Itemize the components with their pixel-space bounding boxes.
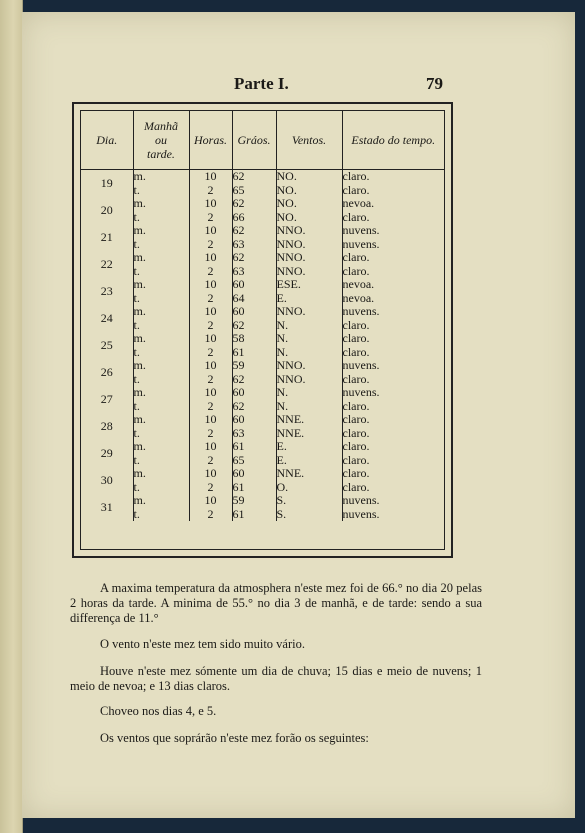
table-row <box>81 251 444 265</box>
degrees-cell: 64 <box>232 292 276 306</box>
degrees-cell: 63 <box>232 265 276 279</box>
wind-cell: NO. <box>276 211 342 225</box>
day-cell: 24 <box>81 305 133 332</box>
wind-cell: E. <box>276 454 342 468</box>
weather-state-cell: claro. <box>342 344 370 359</box>
period-cell: t. <box>133 481 189 495</box>
wind-cell: NNO. <box>276 251 342 265</box>
day-cell: 19 <box>81 170 133 198</box>
day-cell: 25 <box>81 332 133 359</box>
weather-state-cell: nuvens. <box>342 223 380 238</box>
day-cell: 20 <box>81 197 133 224</box>
hours-cell: 10 <box>189 440 232 454</box>
hours-cell: 2 <box>189 400 232 414</box>
column-header: Gráos. <box>232 111 276 170</box>
weather-state-cell: claro. <box>342 398 370 413</box>
period-cell: m. <box>133 305 189 319</box>
period-cell: m. <box>133 359 189 373</box>
weather-state-cell: claro. <box>342 412 370 427</box>
day-cell: 29 <box>81 440 133 467</box>
table-row <box>81 184 444 198</box>
hours-cell: 2 <box>189 319 232 333</box>
table-row <box>81 211 444 225</box>
column-header: Dia. <box>81 111 133 170</box>
degrees-cell: 63 <box>232 427 276 441</box>
wind-cell: S. <box>276 494 342 508</box>
column-header: Ventos. <box>276 111 342 170</box>
degrees-cell: 59 <box>232 494 276 508</box>
hours-cell: 10 <box>189 359 232 373</box>
period-cell: t. <box>133 400 189 414</box>
table-row <box>81 413 444 427</box>
table-row <box>81 197 444 211</box>
hours-cell: 10 <box>189 224 232 238</box>
wind-cell: NO. <box>276 170 342 184</box>
period-cell: m. <box>133 251 189 265</box>
degrees-cell: 62 <box>232 400 276 414</box>
wind-cell: NNO. <box>276 238 342 252</box>
weather-state-cell: nuvens. <box>342 304 380 319</box>
table-row <box>81 427 444 441</box>
weather-state-cell: nuvens. <box>342 493 380 508</box>
wind-cell: NNE. <box>276 427 342 441</box>
wind-cell: NO. <box>276 197 342 211</box>
table-row <box>81 467 444 481</box>
wind-cell: N. <box>276 386 342 400</box>
degrees-cell: 61 <box>232 346 276 360</box>
degrees-cell: 65 <box>232 184 276 198</box>
weather-table-inner-border <box>80 110 445 550</box>
weather-state-cell: claro. <box>342 479 370 494</box>
table-row <box>81 278 444 292</box>
table-row <box>81 332 444 346</box>
wind-cell: N. <box>276 400 342 414</box>
hours-cell: 2 <box>189 211 232 225</box>
table-row <box>81 224 444 238</box>
hours-cell: 10 <box>189 413 232 427</box>
wind-cell: N. <box>276 332 342 346</box>
degrees-cell: 59 <box>232 359 276 373</box>
weather-state-cell: claro. <box>342 371 370 386</box>
period-cell: t. <box>133 346 189 360</box>
weather-state-cell: nuvens. <box>342 506 380 521</box>
degrees-cell: 60 <box>232 386 276 400</box>
degrees-cell: 61 <box>232 440 276 454</box>
degrees-cell: 60 <box>232 413 276 427</box>
hours-cell: 10 <box>189 467 232 481</box>
day-cell: 23 <box>81 278 133 305</box>
page-title: Parte I. <box>234 74 289 93</box>
period-cell: m. <box>133 386 189 400</box>
wind-cell: N. <box>276 319 342 333</box>
period-cell: m. <box>133 494 189 508</box>
degrees-cell: 60 <box>232 278 276 292</box>
wind-cell: NNE. <box>276 467 342 481</box>
period-cell: m. <box>133 440 189 454</box>
hours-cell: 10 <box>189 197 232 211</box>
weather-state-cell: claro. <box>342 182 370 197</box>
period-cell: m. <box>133 332 189 346</box>
table-row <box>81 481 444 495</box>
day-cell: 21 <box>81 224 133 251</box>
wind-cell: NO. <box>276 184 342 198</box>
table-row <box>81 494 444 508</box>
paragraph-weather-summary: Houve n'este mez sómente um dia de chuva; 15 dias e meio de nuvens; 1 meio de nevoa; e 13 dias claros. <box>70 663 482 693</box>
degrees-cell: 58 <box>232 332 276 346</box>
wind-cell: E. <box>276 440 342 454</box>
hours-cell: 2 <box>189 184 232 198</box>
weather-state-cell: claro. <box>342 263 370 278</box>
page-number: 79 <box>426 74 443 93</box>
wind-cell: NNO. <box>276 305 342 319</box>
degrees-cell: 60 <box>232 467 276 481</box>
table-row <box>81 170 444 184</box>
period-cell: t. <box>133 265 189 279</box>
degrees-cell: 66 <box>232 211 276 225</box>
day-cell: 28 <box>81 413 133 440</box>
table-row <box>81 454 444 468</box>
table-row <box>81 265 444 279</box>
period-cell: m. <box>133 224 189 238</box>
period-cell: t. <box>133 373 189 387</box>
paragraph-temperature: A maxima temperatura da atmosphera n'este mez foi de 66.° no dia 20 pelas 2 horas da tarde. A minima de 55.° no dia 3 de manhã, e de tarde: sendo a sua differença de 11.° <box>70 580 482 625</box>
degrees-cell: 60 <box>232 305 276 319</box>
paragraph-winds-intro: Os ventos que soprárão n'este mez forão os seguintes: <box>100 730 369 745</box>
day-cell: 30 <box>81 467 133 494</box>
wind-cell: NNO. <box>276 224 342 238</box>
table-row <box>81 359 444 373</box>
column-header: Horas. <box>189 111 232 170</box>
table-row <box>81 373 444 387</box>
wind-cell: NNE. <box>276 413 342 427</box>
period-cell: t. <box>133 292 189 306</box>
table-row <box>81 346 444 360</box>
hours-cell: 10 <box>189 332 232 346</box>
hours-cell: 2 <box>189 292 232 306</box>
table-row <box>81 440 444 454</box>
weather-state-cell: nuvens. <box>342 358 380 373</box>
period-cell: t. <box>133 319 189 333</box>
degrees-cell: 61 <box>232 481 276 495</box>
period-cell: t. <box>133 508 189 522</box>
weather-state-cell: claro. <box>342 466 370 481</box>
degrees-cell: 63 <box>232 238 276 252</box>
wind-cell: NNO. <box>276 359 342 373</box>
hours-cell: 10 <box>189 170 232 184</box>
period-cell: m. <box>133 413 189 427</box>
column-header: Manhã ou tarde. <box>133 111 189 170</box>
paragraph-wind-variation: O vento n'este mez tem sido muito vário. <box>100 636 305 651</box>
degrees-cell: 65 <box>232 454 276 468</box>
hours-cell: 2 <box>189 427 232 441</box>
period-cell: t. <box>133 211 189 225</box>
weather-state-cell: claro. <box>342 209 370 224</box>
running-head <box>22 74 575 100</box>
period-cell: m. <box>133 467 189 481</box>
weather-table-frame <box>72 102 453 558</box>
book-page <box>22 12 575 818</box>
column-header: Estado do tempo. <box>342 111 444 170</box>
book-spine-edge <box>0 0 23 833</box>
wind-cell: E. <box>276 292 342 306</box>
hours-cell: 10 <box>189 494 232 508</box>
degrees-cell: 62 <box>232 224 276 238</box>
weather-state-cell: nuvens. <box>342 385 380 400</box>
period-cell: m. <box>133 197 189 211</box>
weather-observations-table <box>81 111 444 521</box>
hours-cell: 2 <box>189 481 232 495</box>
degrees-cell: 61 <box>232 508 276 522</box>
table-row <box>81 508 444 522</box>
degrees-cell: 62 <box>232 373 276 387</box>
hours-cell: 2 <box>189 265 232 279</box>
weather-state-cell: claro. <box>342 317 370 332</box>
weather-state-cell: nevoa. <box>342 277 375 292</box>
day-cell: 26 <box>81 359 133 386</box>
degrees-cell: 62 <box>232 319 276 333</box>
period-cell: t. <box>133 184 189 198</box>
weather-state-cell: claro. <box>342 452 370 467</box>
table-row <box>81 400 444 414</box>
hours-cell: 2 <box>189 454 232 468</box>
period-cell: t. <box>133 238 189 252</box>
wind-cell: N. <box>276 346 342 360</box>
hours-cell: 10 <box>189 386 232 400</box>
wind-cell: O. <box>276 481 342 495</box>
period-cell: m. <box>133 278 189 292</box>
table-body <box>81 170 444 522</box>
wind-cell: ESE. <box>276 278 342 292</box>
weather-state-cell: claro. <box>342 169 370 184</box>
period-cell: m. <box>133 170 189 184</box>
hours-cell: 10 <box>189 278 232 292</box>
weather-state-cell: claro. <box>342 250 370 265</box>
weather-state-cell: claro. <box>342 425 370 440</box>
weather-state-cell: nuvens. <box>342 236 380 251</box>
weather-state-cell: nevoa. <box>342 196 375 211</box>
degrees-cell: 62 <box>232 251 276 265</box>
day-cell: 27 <box>81 386 133 413</box>
period-cell: t. <box>133 454 189 468</box>
table-header-row <box>81 111 444 170</box>
hours-cell: 2 <box>189 346 232 360</box>
weather-state-cell: nevoa. <box>342 290 375 305</box>
table-row <box>81 386 444 400</box>
table-row <box>81 238 444 252</box>
hours-cell: 2 <box>189 238 232 252</box>
day-cell: 22 <box>81 251 133 278</box>
table-row <box>81 319 444 333</box>
paragraph-rain-days: Choveo nos dias 4, e 5. <box>100 703 217 718</box>
table-row <box>81 305 444 319</box>
weather-state-cell: claro. <box>342 439 370 454</box>
wind-cell: S. <box>276 508 342 522</box>
wind-cell: NNO. <box>276 373 342 387</box>
degrees-cell: 62 <box>232 170 276 184</box>
period-cell: t. <box>133 427 189 441</box>
day-cell: 31 <box>81 494 133 521</box>
hours-cell: 10 <box>189 251 232 265</box>
hours-cell: 2 <box>189 508 232 522</box>
table-row <box>81 292 444 306</box>
weather-state-cell: claro. <box>342 331 370 346</box>
hours-cell: 2 <box>189 373 232 387</box>
hours-cell: 10 <box>189 305 232 319</box>
wind-cell: NNO. <box>276 265 342 279</box>
degrees-cell: 62 <box>232 197 276 211</box>
